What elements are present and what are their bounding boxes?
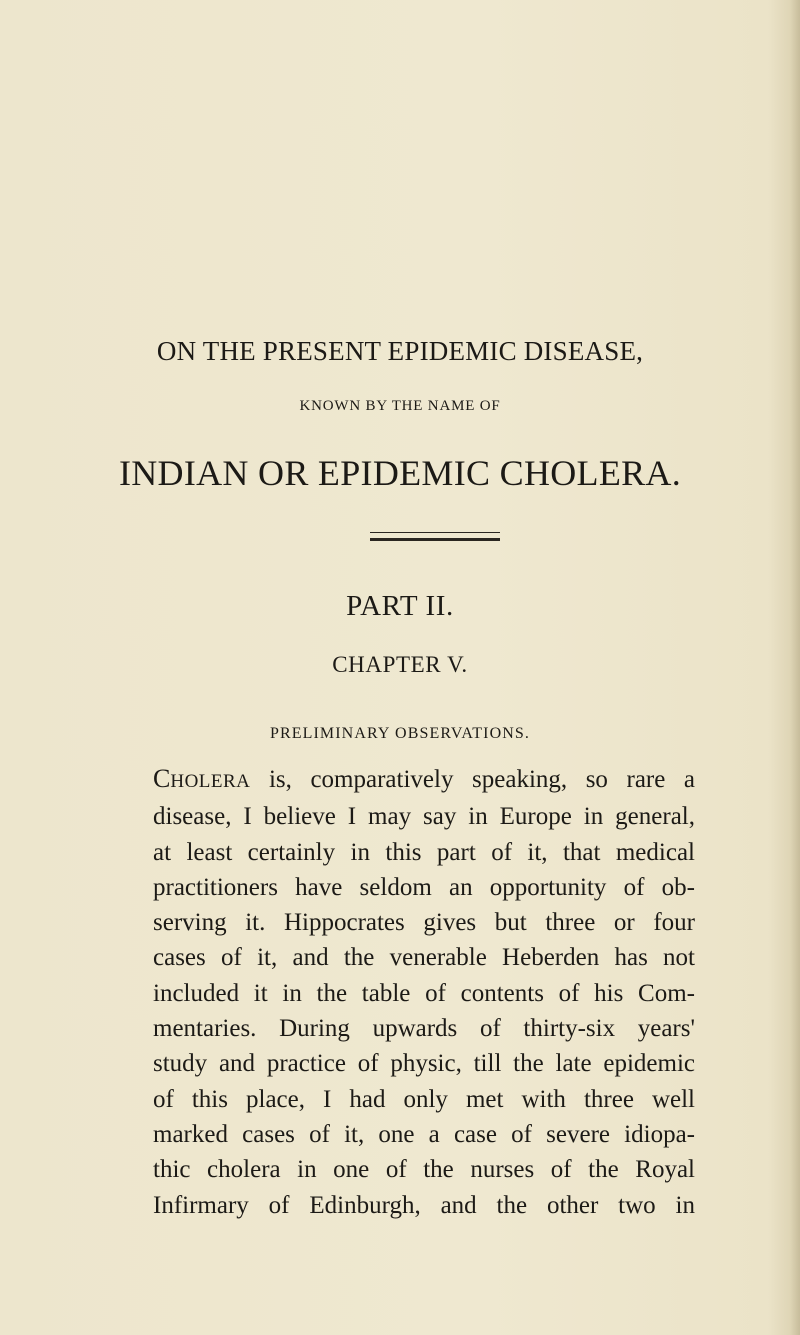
disease-title: INDIAN OR EPIDEMIC CHOLERA. — [118, 453, 682, 493]
decorative-double-rule — [370, 532, 500, 542]
body-line-text: is, comparatively speaking, so rare a — [250, 766, 695, 793]
body-line: at least certainly in this part of it, that medical — [153, 838, 695, 866]
body-line: included it in the table of contents of his Com- — [153, 979, 695, 1007]
body-line — [153, 761, 695, 799]
body-line: cases of it, and the venerable Heberden has not — [153, 944, 695, 972]
body-line: mentaries. During upwards of thirty-six years' — [153, 1015, 695, 1043]
thick-rule — [370, 538, 500, 541]
body-line: marked cases of it, one a case of severe idiopa- — [153, 1120, 695, 1148]
thin-rule — [370, 532, 500, 533]
main-title: ON THE PRESENT EPIDEMIC DISEASE, — [156, 336, 644, 366]
known-by-subtitle: KNOWN BY THE NAME OF — [299, 398, 501, 414]
drop-word-rest: HOLERA — [170, 771, 251, 792]
body-line: disease, I believe I may say in Europe in general, — [153, 803, 695, 831]
body-line: thic cholera in one of the nurses of the Royal — [153, 1156, 695, 1184]
body-line: Infirmary of Edinburgh, and the other two in — [153, 1191, 695, 1219]
body-line: serving it. Hippocrates gives but three or four — [153, 909, 695, 937]
drop-word-initial: C — [153, 764, 171, 793]
body-paragraph — [153, 761, 695, 1223]
body-line: study and practice of physic, till the late epidemic — [153, 1050, 695, 1078]
chapter-heading: CHAPTER V. — [332, 652, 468, 677]
body-line: practitioners have seldom an opportunity of ob- — [153, 873, 695, 901]
section-title: PRELIMINARY OBSERVATIONS. — [269, 725, 531, 742]
part-heading: PART II. — [346, 590, 454, 622]
body-line: of this place, I had only met with three well — [153, 1085, 695, 1113]
